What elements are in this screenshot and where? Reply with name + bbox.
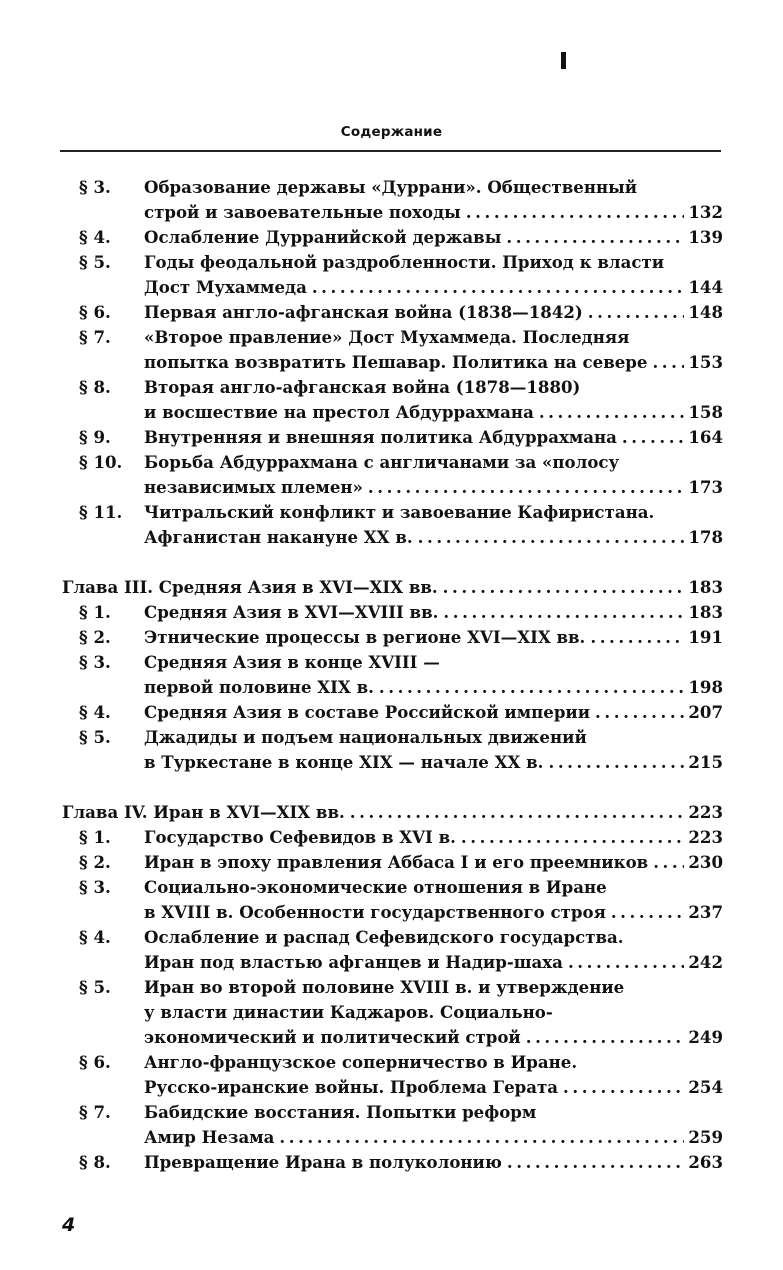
entry-line <box>144 725 723 750</box>
section-number: § 9. <box>79 427 111 447</box>
entry-page-number: 207 <box>688 702 723 722</box>
dot-leader <box>418 525 685 550</box>
entry-number-cell <box>62 300 144 325</box>
entry-number-cell <box>62 975 144 1050</box>
chapter-heading <box>62 800 723 825</box>
entry-page-number: 132 <box>688 202 723 222</box>
toc-chapter <box>62 175 723 550</box>
entry-line <box>144 325 723 350</box>
entry-line <box>144 925 723 950</box>
section-number: § 2. <box>79 852 111 872</box>
section-number: § 4. <box>79 227 111 247</box>
entry-title-text: экономический и политический строй <box>144 1027 521 1047</box>
dot-leader <box>568 950 684 975</box>
dot-leader <box>279 1125 684 1150</box>
entry-title-text: независимых племен» <box>144 477 363 497</box>
entry-number-cell <box>62 225 144 250</box>
entry-title-text: Бабидские восстания. Попытки реформ <box>144 1102 537 1122</box>
toc-chapter <box>62 800 723 1175</box>
entry-body <box>144 825 723 850</box>
entry-body <box>144 425 723 450</box>
entry-title-text: Ослабление Дурранийской державы <box>144 227 502 247</box>
toc-entry <box>62 425 723 450</box>
entry-body <box>144 175 723 225</box>
running-head: Содержание <box>340 124 443 140</box>
entry-page-number: 198 <box>688 677 723 697</box>
chapter-title: Глава IV. Иран в XVI—XIX вв. <box>62 802 345 822</box>
entry-title-text: Государство Сефевидов в XVI в. <box>144 827 456 847</box>
dot-leader <box>466 200 685 225</box>
section-number: § 5. <box>79 977 111 997</box>
toc-entry <box>62 875 723 925</box>
entry-title-text: и восшествие на престол Абдуррахмана <box>144 402 534 422</box>
toc-entry <box>62 600 723 625</box>
entry-page-number: 153 <box>688 352 723 372</box>
dot-leader <box>548 750 684 775</box>
entry-page-number: 173 <box>688 477 723 497</box>
toc-chapter <box>62 575 723 775</box>
entry-body <box>144 725 723 775</box>
entry-title-text: попытка возвратить Пешавар. Политика на севере <box>144 352 648 372</box>
entry-title-text: Годы феодальной раздробленности. Приход к власти <box>144 252 665 272</box>
entry-line <box>144 525 723 550</box>
section-number: § 5. <box>79 727 111 747</box>
entry-body <box>144 700 723 725</box>
entry-page-number: 178 <box>688 527 723 547</box>
entry-title-text: Русско-иранские войны. Проблема Герата <box>144 1077 559 1097</box>
entry-title-text: Англо-французское соперничество в Иране. <box>144 1052 578 1072</box>
dot-leader <box>507 1150 685 1175</box>
entry-page-number: 259 <box>688 1127 723 1147</box>
entry-title-text: Иран во второй половине XVIII в. и утверждение <box>144 977 625 997</box>
section-number: § 4. <box>79 927 111 947</box>
entry-line <box>144 450 723 475</box>
entry-body <box>144 975 723 1050</box>
entry-body <box>144 450 723 500</box>
entry-page-number: 263 <box>688 1152 723 1172</box>
entry-page-number: 242 <box>688 952 723 972</box>
toc-entry <box>62 850 723 875</box>
entry-line <box>144 250 723 275</box>
entry-page-number: 230 <box>688 852 723 872</box>
entry-body <box>144 1150 723 1175</box>
entry-number-cell <box>62 825 144 850</box>
section-number: § 2. <box>79 627 111 647</box>
entry-page-number: 237 <box>688 902 723 922</box>
entry-title-text: Джадиды и подъем национальных движений <box>144 727 587 747</box>
dot-leader <box>588 300 685 325</box>
section-number: § 7. <box>79 1102 111 1122</box>
entry-line <box>144 475 723 500</box>
entry-number-cell <box>62 250 144 300</box>
dot-leader <box>379 675 684 700</box>
dot-leader <box>526 1025 685 1050</box>
entry-number-cell <box>62 425 144 450</box>
chapter-heading <box>62 575 723 600</box>
chapter-page-number: 183 <box>688 577 723 597</box>
dot-leader <box>652 350 684 375</box>
section-number: § 3. <box>79 877 111 897</box>
section-number: § 11. <box>79 502 123 522</box>
toc-entry <box>62 450 723 500</box>
entry-body <box>144 650 723 700</box>
entry-body <box>144 250 723 300</box>
entry-line <box>144 750 723 775</box>
entry-line <box>144 375 723 400</box>
entry-number-cell <box>62 175 144 225</box>
dot-leader <box>590 625 684 650</box>
entry-line <box>144 975 723 1000</box>
table-of-contents <box>62 175 723 1175</box>
entry-line <box>144 225 723 250</box>
entry-page-number: 215 <box>688 752 723 772</box>
entry-title-text: Афганистан накануне XX в. <box>144 527 413 547</box>
toc-entry <box>62 700 723 725</box>
entry-line <box>144 700 723 725</box>
entry-line <box>144 1000 723 1025</box>
entry-title-text: Дост Мухаммеда <box>144 277 307 297</box>
entry-number-cell <box>62 700 144 725</box>
entry-body <box>144 375 723 425</box>
entry-line <box>144 675 723 700</box>
entry-page-number: 144 <box>688 277 723 297</box>
entry-number-cell <box>62 850 144 875</box>
dot-leader <box>653 850 684 875</box>
entry-body <box>144 225 723 250</box>
section-number: § 10. <box>79 452 123 472</box>
toc-entry <box>62 250 723 300</box>
entry-number-cell <box>62 375 144 425</box>
toc-entry <box>62 625 723 650</box>
entry-line <box>144 1025 723 1050</box>
section-number: § 6. <box>79 1052 111 1072</box>
entry-body <box>144 625 723 650</box>
entry-line <box>144 425 723 450</box>
section-number: § 5. <box>79 252 111 272</box>
entry-line <box>144 825 723 850</box>
print-mark <box>561 52 566 69</box>
entry-body <box>144 600 723 625</box>
dot-leader <box>461 825 684 850</box>
entry-number-cell <box>62 600 144 625</box>
entry-title-text: Борьба Абдуррахмана с англичанами за «полосу <box>144 452 620 472</box>
dot-leader <box>443 575 685 600</box>
toc-entry <box>62 825 723 850</box>
entry-body <box>144 850 723 875</box>
entry-body <box>144 875 723 925</box>
entry-title-text: Вторая англо-афганская война (1878—1880) <box>144 377 581 397</box>
entry-number-cell <box>62 450 144 500</box>
entry-title-text: Социально-экономические отношения в Иране <box>144 877 607 897</box>
entry-line <box>144 600 723 625</box>
entry-title-text: в XVIII в. Особенности государственного строя <box>144 902 606 922</box>
entry-line <box>144 650 723 675</box>
toc-entry <box>62 975 723 1050</box>
toc-entry <box>62 1150 723 1175</box>
section-number: § 3. <box>79 652 111 672</box>
dot-leader <box>368 475 684 500</box>
entry-number-cell <box>62 1150 144 1175</box>
entry-title-text: в Туркестане в конце XIX — начале XX в. <box>144 752 544 772</box>
entry-line <box>144 900 723 925</box>
entry-title-text: Превращение Ирана в полуколонию <box>144 1152 502 1172</box>
entry-line <box>144 625 723 650</box>
dot-leader <box>539 400 685 425</box>
entry-line <box>144 950 723 975</box>
section-number: § 4. <box>79 702 111 722</box>
dot-leader <box>350 800 685 825</box>
entry-title-text: Внутренняя и внешняя политика Абдуррахмана <box>144 427 617 447</box>
entry-title-text: Иран под властью афганцев и Надир-шаха <box>144 952 563 972</box>
entry-page-number: 183 <box>688 602 723 622</box>
entry-title-text: Читральский конфликт и завоевание Кафиристана. <box>144 502 655 522</box>
section-number: § 3. <box>79 177 111 197</box>
entry-page-number: 158 <box>688 402 723 422</box>
entry-number-cell <box>62 1050 144 1100</box>
entry-number-cell <box>62 625 144 650</box>
toc-entry <box>62 500 723 550</box>
toc-entry <box>62 300 723 325</box>
section-number: § 1. <box>79 602 111 622</box>
section-number: § 8. <box>79 1152 111 1172</box>
entry-number-cell <box>62 875 144 925</box>
entry-title-text: Ослабление и распад Сефевидского государства. <box>144 927 624 947</box>
dot-leader <box>443 600 684 625</box>
entry-body <box>144 1050 723 1100</box>
toc-entry <box>62 725 723 775</box>
entry-line <box>144 1150 723 1175</box>
entry-title-text: Средняя Азия в конце XVIII — <box>144 652 440 672</box>
entry-number-cell <box>62 1100 144 1150</box>
entry-body <box>144 1100 723 1150</box>
entry-title-text: Первая англо-афганская война (1838—1842) <box>144 302 583 322</box>
entry-number-cell <box>62 650 144 700</box>
toc-entry <box>62 650 723 700</box>
entry-page-number: 249 <box>688 1027 723 1047</box>
entry-line <box>144 500 723 525</box>
dot-leader <box>312 275 685 300</box>
chapter-title: Глава III. Средняя Азия в XVI—XIX вв. <box>62 577 438 597</box>
toc-entry <box>62 1100 723 1150</box>
entry-page-number: 223 <box>688 827 723 847</box>
entry-line <box>144 300 723 325</box>
entry-page-number: 164 <box>688 427 723 447</box>
dot-leader <box>595 700 684 725</box>
entry-line <box>144 1050 723 1075</box>
entry-line <box>144 1100 723 1125</box>
entry-line <box>144 1125 723 1150</box>
page-number: 4 <box>62 1214 76 1236</box>
toc-entry <box>62 375 723 425</box>
entry-body <box>144 500 723 550</box>
entry-body <box>144 300 723 325</box>
entry-title-text: Средняя Азия в XVI—XVIII вв. <box>144 602 439 622</box>
entry-line <box>144 875 723 900</box>
entry-title-text: у власти династии Каджаров. Социально- <box>144 1002 553 1022</box>
entry-title-text: Амир Незама <box>144 1127 275 1147</box>
entry-line <box>144 400 723 425</box>
dot-leader <box>622 425 684 450</box>
entry-number-cell <box>62 725 144 775</box>
dot-leader <box>506 225 684 250</box>
entry-number-cell <box>62 925 144 975</box>
header-rule <box>60 150 721 152</box>
entry-title-text: Иран в эпоху правления Аббаса I и его преемников <box>144 852 649 872</box>
toc-entry <box>62 175 723 225</box>
entry-page-number: 139 <box>688 227 723 247</box>
toc-entry <box>62 325 723 375</box>
entry-body <box>144 325 723 375</box>
entry-page-number: 191 <box>688 627 723 647</box>
entry-line <box>144 850 723 875</box>
entry-title-text: Средняя Азия в составе Российской империи <box>144 702 591 722</box>
section-number: § 1. <box>79 827 111 847</box>
entry-body <box>144 925 723 975</box>
entry-number-cell <box>62 325 144 375</box>
entry-title-text: Этнические процессы в регионе XVI—XIX вв. <box>144 627 586 647</box>
dot-leader <box>611 900 685 925</box>
dot-leader <box>563 1075 684 1100</box>
section-number: § 7. <box>79 327 111 347</box>
entry-number-cell <box>62 500 144 550</box>
entry-title-text: Образование державы «Дуррани». Общественный <box>144 177 638 197</box>
section-number: § 6. <box>79 302 111 322</box>
entry-title-text: «Второе правление» Дост Мухаммеда. Последняя <box>144 327 630 347</box>
section-number: § 8. <box>79 377 111 397</box>
toc-entry <box>62 1050 723 1100</box>
entry-line <box>144 1075 723 1100</box>
chapter-page-number: 223 <box>688 802 723 822</box>
entry-line <box>144 350 723 375</box>
entry-line <box>144 200 723 225</box>
entry-line <box>144 175 723 200</box>
entry-title-text: строй и завоевательные походы <box>144 202 461 222</box>
toc-entry <box>62 925 723 975</box>
toc-entry <box>62 225 723 250</box>
entry-page-number: 254 <box>688 1077 723 1097</box>
entry-page-number: 148 <box>688 302 723 322</box>
entry-line <box>144 275 723 300</box>
entry-title-text: первой половине XIX в. <box>144 677 374 697</box>
